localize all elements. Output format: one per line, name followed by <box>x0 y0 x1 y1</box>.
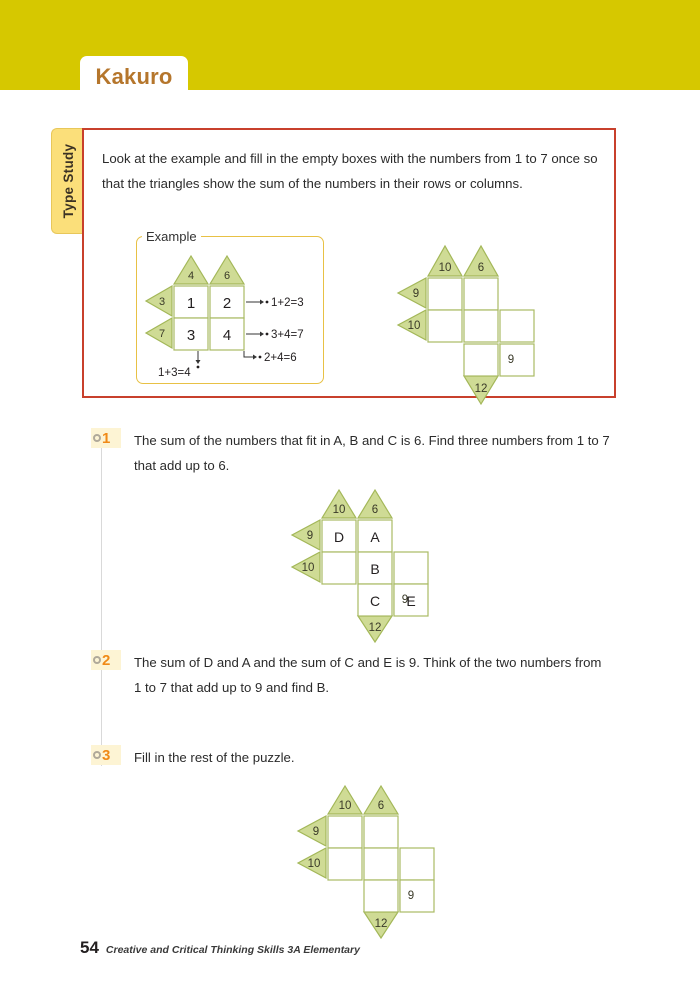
demo-clue-left-lower: 10 <box>407 320 421 332</box>
question-bullet-icon <box>93 434 101 442</box>
page-title: Kakuro <box>95 64 173 89</box>
q3-clue-bottom: 12 <box>374 918 388 930</box>
example-equation-row1: 1+2=3 <box>271 297 304 309</box>
question-1-number: 1 <box>102 429 111 447</box>
example-equation-row2: 3+4=7 <box>271 329 304 341</box>
example-top-clue-2: 6 <box>223 270 231 282</box>
demo-cell-r1c2 <box>464 278 498 310</box>
instruction-text: Look at the example and fill in the empty boxes with the numbers from 1 to 7 once so that the triangles show the sum of the numbers in their rows or columns. <box>102 151 598 191</box>
example-arrow-row1-icon <box>260 300 264 305</box>
demo-clue-right: 9 <box>507 354 515 366</box>
question-3-number: 3 <box>102 746 111 764</box>
demo-cell-r2c2 <box>464 310 498 342</box>
question-2-text: The sum of D and A and the sum of C and E is 9. Think of the two numbers from 1 to 7 that add up to 9 and find B. <box>134 655 602 695</box>
q1-clue-right: 9 <box>401 594 409 606</box>
q1-label-r1c1: D <box>333 529 345 545</box>
q1-clue-left-lower: 10 <box>301 562 315 574</box>
demo-cell-r2c3 <box>500 310 534 342</box>
q3-cell-r1c1[interactable] <box>328 816 362 848</box>
question-3-puzzle <box>304 784 454 930</box>
q1-cell-r2c1[interactable] <box>322 552 356 584</box>
example-value-r2c2: 4 <box>222 327 232 344</box>
example-arrow-col2-icon <box>253 355 257 360</box>
example-equation-col2: 2+4=6 <box>264 352 297 364</box>
question-1-marker <box>91 428 121 448</box>
q3-clue-top-left: 10 <box>338 800 352 812</box>
example-value-r1c1: 1 <box>186 295 196 312</box>
example-equation-col1: 1+3=4 <box>158 367 191 379</box>
demo-clue-bottom: 12 <box>474 383 488 395</box>
demo-puzzle <box>404 240 554 395</box>
q1-cell-r2c3[interactable] <box>394 552 428 584</box>
example-top-clue-1: 4 <box>187 270 195 282</box>
q1-label-r3c3: E <box>406 593 416 609</box>
example-arrow-row2-icon <box>260 332 264 337</box>
question-connector-line <box>101 436 102 766</box>
q1-label-r2c2: B <box>370 561 380 577</box>
q3-clue-top-right: 6 <box>377 800 385 812</box>
question-bullet-icon <box>93 751 101 759</box>
demo-cell-r1c1 <box>428 278 462 310</box>
question-bullet-icon <box>93 656 101 664</box>
footer <box>80 938 360 958</box>
q3-cell-r3c3[interactable] <box>400 880 434 912</box>
page-number: 54 <box>80 938 99 957</box>
q1-clue-top-right: 6 <box>371 504 379 516</box>
q3-cell-r3c2[interactable] <box>364 880 398 912</box>
q1-clue-left-upper: 9 <box>306 530 314 542</box>
question-1-puzzle <box>298 488 448 634</box>
question-1-text: The sum of the numbers that fit in A, B and C is 6. Find three numbers from 1 to 7 that add up to 6. <box>134 433 610 473</box>
example-diagram <box>150 250 330 378</box>
question-3-text: Fill in the rest of the puzzle. <box>134 750 295 765</box>
demo-cell-r3c2 <box>464 344 498 376</box>
example-label: Example <box>142 229 201 244</box>
demo-clue-top-left: 10 <box>438 262 452 274</box>
question-2-marker <box>91 650 121 670</box>
q3-clue-right: 9 <box>407 890 415 902</box>
question-2-number: 2 <box>102 651 111 669</box>
type-study-tab <box>51 128 84 234</box>
q1-clue-bottom: 12 <box>368 622 382 634</box>
demo-clue-top-right: 6 <box>477 262 485 274</box>
q1-clue-top-left: 10 <box>332 504 346 516</box>
q1-label-r1c2: A <box>370 529 380 545</box>
q3-cell-r2c2[interactable] <box>364 848 398 880</box>
demo-cell-r3c3 <box>500 344 534 376</box>
footer-title: Creative and Critical Thinking Skills 3A Elementary <box>105 944 360 956</box>
example-left-clue-1: 3 <box>158 296 166 308</box>
type-study-tab-label: Type Study <box>60 143 76 219</box>
q3-clue-left-lower: 10 <box>307 858 321 870</box>
example-value-r2c1: 3 <box>186 327 196 344</box>
page-title-tab <box>80 56 188 98</box>
q3-cell-r2c3[interactable] <box>400 848 434 880</box>
example-left-clue-2: 7 <box>158 328 166 340</box>
demo-cell-r2c1 <box>428 310 462 342</box>
q3-cell-r1c2[interactable] <box>364 816 398 848</box>
question-3-marker <box>91 745 121 765</box>
q1-label-r3c2: C <box>369 593 381 609</box>
q3-clue-left-upper: 9 <box>312 826 320 838</box>
q3-cell-r2c1[interactable] <box>328 848 362 880</box>
example-value-r1c2: 2 <box>222 295 232 312</box>
demo-clue-left-upper: 9 <box>412 288 420 300</box>
example-arrow-col1-icon <box>196 360 201 364</box>
